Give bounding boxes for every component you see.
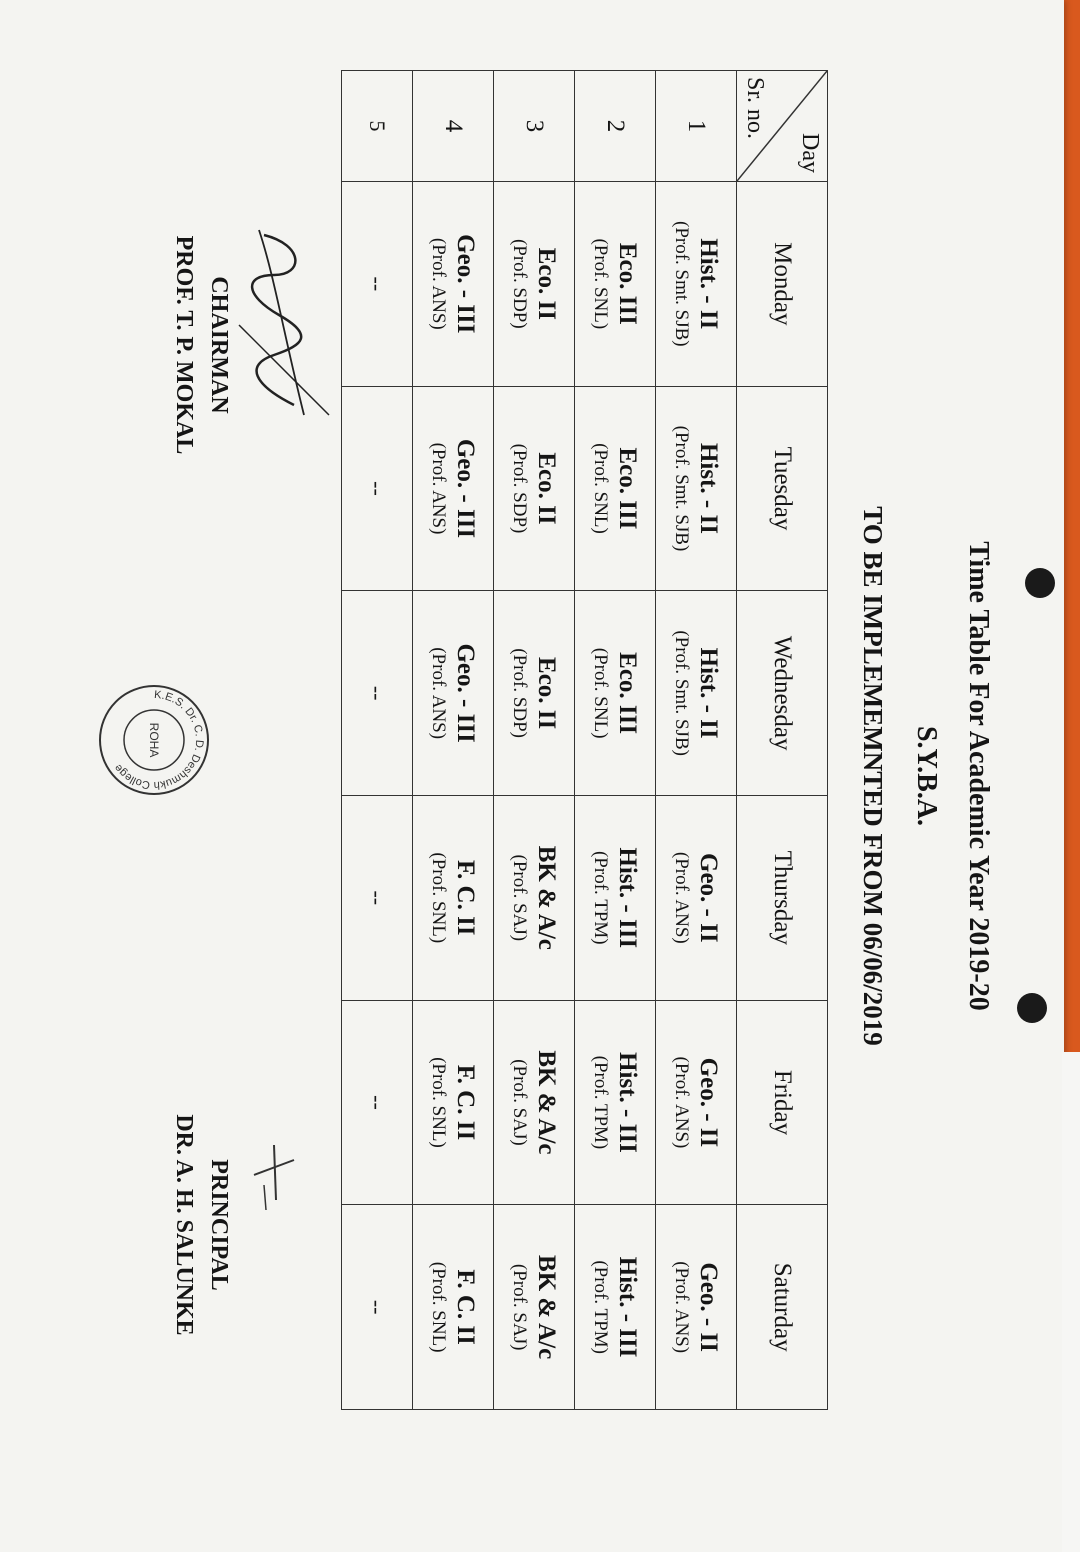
table-cell xyxy=(575,386,656,591)
table-cell xyxy=(494,1000,575,1205)
day-header: Monday xyxy=(737,182,828,387)
subject: Hist. - II xyxy=(695,238,722,330)
subject: Eco. III xyxy=(614,652,641,735)
table-cell xyxy=(656,1205,737,1410)
professor: (Prof. SDP) xyxy=(509,238,530,329)
college-seal xyxy=(94,680,214,800)
chairman-block xyxy=(170,195,232,495)
table-cell xyxy=(413,1205,494,1410)
table-row xyxy=(494,71,575,1410)
professor: (Prof. ANS) xyxy=(671,851,692,944)
implementation-date: TO BE IMPLEMEMNTED FROM 06/06/2019 xyxy=(858,506,888,1046)
table-row xyxy=(342,71,413,1410)
subject: BK & A/c xyxy=(533,1255,560,1360)
table-cell xyxy=(413,795,494,1000)
table-cell xyxy=(494,1205,575,1410)
table-cell xyxy=(575,1205,656,1410)
professor: (Prof. Smt. SJB) xyxy=(671,630,692,756)
table-cell xyxy=(413,386,494,591)
subject: Hist. - III xyxy=(614,1256,641,1358)
sr-number: 4 xyxy=(413,71,494,182)
subject: Geo. - II xyxy=(695,853,722,943)
table-row xyxy=(575,71,656,1410)
table-cell xyxy=(656,182,737,387)
sr-number: 1 xyxy=(656,71,737,182)
header-row xyxy=(737,71,828,1410)
chairman-signature xyxy=(224,215,334,435)
table-row xyxy=(413,71,494,1410)
subject: BK & A/c xyxy=(533,845,560,950)
table-cell: -- xyxy=(342,386,413,591)
table-cell: -- xyxy=(342,1000,413,1205)
professor: (Prof. SAJ) xyxy=(509,1263,530,1351)
subject: Geo. - III xyxy=(452,438,479,539)
principal-signature xyxy=(244,1130,304,1220)
table-cell xyxy=(656,591,737,796)
subject: F. C. II xyxy=(452,1269,479,1345)
subject: BK & A/c xyxy=(533,1050,560,1155)
seal-outer-text: K.E.S. Dr. C. D. Deshmukh College xyxy=(112,688,206,792)
professor: (Prof. TPM) xyxy=(590,850,611,945)
table-cell xyxy=(494,386,575,591)
professor: (Prof. TPM) xyxy=(590,1260,611,1354)
professor: (Prof. ANS) xyxy=(671,1056,692,1149)
subject: F. C. II xyxy=(452,860,479,936)
subject: Hist. - II xyxy=(695,442,722,534)
timetable xyxy=(341,70,828,1410)
sr-number: 2 xyxy=(575,71,656,182)
professor: (Prof. SDP) xyxy=(509,648,530,738)
professor: (Prof. ANS) xyxy=(428,442,449,535)
professor: (Prof. SAJ) xyxy=(509,1059,530,1146)
table-row xyxy=(656,71,737,1410)
class-name: S.Y.B.A. xyxy=(911,725,942,827)
subject: Geo. - III xyxy=(452,643,479,743)
professor: (Prof. SAJ) xyxy=(509,854,530,942)
subject: Hist. - III xyxy=(614,1052,641,1153)
table-cell xyxy=(656,1000,737,1205)
day-header: Wednesday xyxy=(737,591,828,796)
seal-center-text: ROHA xyxy=(147,722,161,758)
table-cell xyxy=(413,1000,494,1205)
chairman-role: CHAIRMAN xyxy=(206,276,232,414)
sr-number: 3 xyxy=(494,71,575,182)
subject: Hist. - III xyxy=(614,847,641,949)
subject: F. C. II xyxy=(452,1064,479,1141)
professor: (Prof. SNL) xyxy=(428,1261,449,1353)
principal-role: PRINCIPAL xyxy=(206,1159,232,1291)
table-cell xyxy=(575,591,656,796)
professor: (Prof. SNL) xyxy=(428,852,449,944)
subject: Hist. - II xyxy=(695,647,722,739)
table-cell xyxy=(656,386,737,591)
table-cell xyxy=(575,1000,656,1205)
professor: (Prof. SDP) xyxy=(509,443,530,534)
corner-sr-label: Sr. no. xyxy=(742,77,768,140)
professor: (Prof. Smt. SJB) xyxy=(671,221,692,347)
subject: Eco. III xyxy=(614,447,641,530)
professor: (Prof. SNL) xyxy=(590,647,611,739)
table-cell: -- xyxy=(342,182,413,387)
subject: Geo. - II xyxy=(695,1057,722,1148)
day-header: Friday xyxy=(737,1000,828,1205)
professor: (Prof. ANS) xyxy=(428,647,449,740)
subject: Geo. - II xyxy=(695,1262,722,1352)
day-header: Tuesday xyxy=(737,386,828,591)
subject: Geo. - III xyxy=(452,234,479,334)
table-cell xyxy=(494,591,575,796)
professor: (Prof. SNL) xyxy=(590,443,611,534)
professor: (Prof. SNL) xyxy=(428,1057,449,1148)
day-header: Thursday xyxy=(737,795,828,1000)
table-cell xyxy=(494,795,575,1000)
principal-block xyxy=(170,1055,232,1395)
table-cell: -- xyxy=(342,591,413,796)
professor: (Prof. ANS) xyxy=(428,237,449,330)
sr-number: 5 xyxy=(342,71,413,182)
corner-day-label: Day xyxy=(797,133,823,173)
professor: (Prof. ANS) xyxy=(671,1261,692,1354)
professor: (Prof. SNL) xyxy=(590,238,611,330)
table-cell xyxy=(575,182,656,387)
table-cell: -- xyxy=(342,1205,413,1410)
table-cell xyxy=(575,795,656,1000)
paper-edge xyxy=(1062,1052,1080,1552)
subject: Eco. II xyxy=(533,452,560,525)
professor: (Prof. TPM) xyxy=(590,1055,611,1150)
document-title: Time Table For Academic Year 2019-20 xyxy=(963,541,994,1011)
day-header: Saturday xyxy=(737,1205,828,1410)
table-cell xyxy=(413,591,494,796)
subject: Eco. II xyxy=(533,657,560,730)
subject: Eco. III xyxy=(614,242,641,325)
corner-cell xyxy=(737,71,828,182)
table-cell xyxy=(413,182,494,387)
principal-name: DR. A. H. SALUNKE xyxy=(171,1114,197,1336)
professor: (Prof. Smt. SJB) xyxy=(671,425,692,552)
table-cell xyxy=(494,182,575,387)
subject: Eco. II xyxy=(533,247,560,320)
chairman-name: PROF. T. P. MOKAL xyxy=(171,235,197,455)
table-cell: -- xyxy=(342,795,413,1000)
table-cell xyxy=(656,795,737,1000)
